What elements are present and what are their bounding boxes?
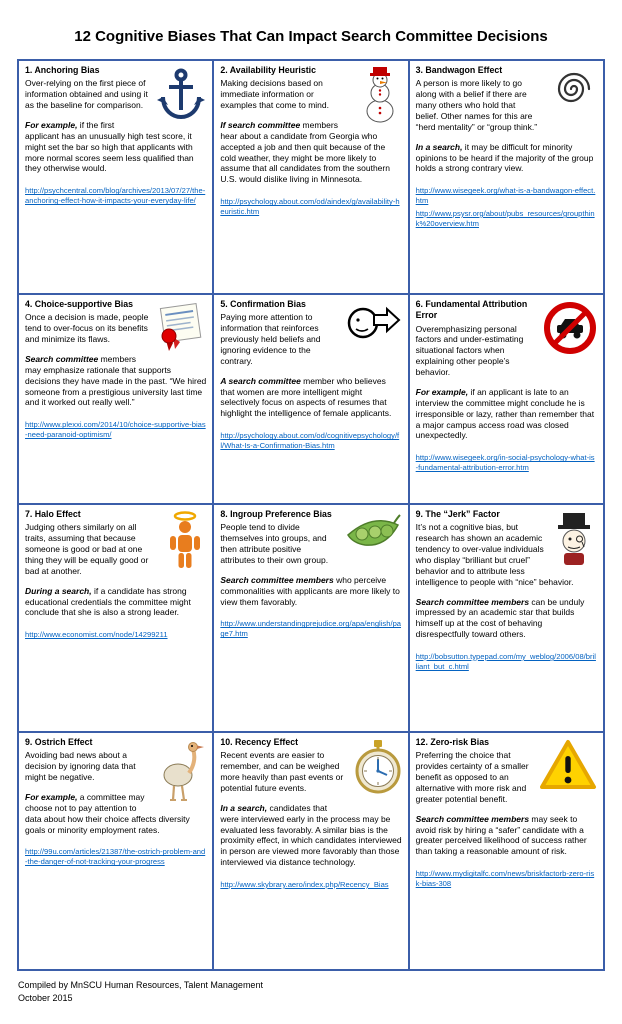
example-text: if a candidate has strong educational credentials the committee might conclude that she is also a strong leader. [25, 585, 191, 618]
example-lead: In a search, [415, 141, 463, 152]
bias-heading: 3. Bandwagon Effect [415, 65, 503, 75]
source-link[interactable]: http://psychcentral.com/blog/archives/2013/07/27/the-anchoring-effect-how-it-impacts-your-everyday-life/ [25, 186, 206, 206]
example-lead: For example, [25, 791, 78, 802]
source-link[interactable]: http://psychology.about.com/od/cognitivepsychology/fl/What-Is-a-Confirmation-Bias.htm [220, 431, 400, 450]
bias-description: Making decisions based on immediate information or examples that come to mind. [220, 78, 329, 110]
bias-heading: 10. Recency Effect [220, 737, 299, 747]
bias-cell-halo [18, 504, 213, 732]
example-text: a committee may choose not to pay attention to data about how their choice affects diversity goals or minority employment rates. [25, 791, 190, 835]
example-text: candidates that were interviewed early in the process may be evaluated less favorably. A similar bias is the proximity effect, in which candidates interviewed in person are viewed more favorably than those interviewed via distance technology. [220, 802, 402, 868]
warning-triangle-icon [539, 739, 597, 794]
source-link[interactable]: http://www.wisegeek.org/in-social-psychology-what-is-fundamental-attribution-error.htm [415, 453, 595, 473]
bias-description: People tend to divide themselves into groups, and then attribute positive attributes to their own group. [220, 522, 329, 565]
example-text: can be unduly impressed by an academic star that builds himself up at the cost of behaving disrespectfully toward others. [415, 596, 585, 640]
bias-description: Once a decision is made, people tend to over-focus on its benefits and minimize its flaws. [25, 312, 149, 344]
bias-heading: 1. Anchoring Bias [25, 65, 100, 75]
bias-description: Avoiding bad news about a decision by ignoring data that might be negative. [25, 750, 136, 782]
page-title: 12 Cognitive Biases That Can Impact Search Committee Decisions [74, 28, 548, 45]
source-link[interactable]: http://www.wisegeek.org/what-is-a-bandwagon-effect.htm [415, 186, 596, 206]
bias-description: It’s not a cognitive bias, but research has shown an academic tendency to over-value individuals who display “brilliant but cruel” behavior and to attribute less intelligence to people with “nice” behavior. [415, 522, 574, 587]
example-lead: For example, [25, 119, 78, 130]
bias-example [25, 120, 206, 174]
bias-example [25, 354, 206, 408]
bias-example [220, 120, 401, 185]
bias-cell-ingroup [213, 504, 408, 732]
bias-cell-recency [213, 732, 408, 970]
ostrich-icon [160, 739, 206, 806]
bias-heading: 8. Ingroup Preference Bias [220, 509, 332, 519]
bias-heading: 5. Confirmation Bias [220, 299, 306, 309]
stopwatch-icon [354, 739, 402, 800]
head-arrow-icon [344, 301, 402, 346]
example-text: members hear about a candidate from Georgia who accepted a job and then quit because of the cold weather, they might be more likely to assume that all candidates from the southern U.S. would dislike living in Minnesota. [220, 119, 390, 185]
anchor-icon [156, 67, 206, 124]
footer-line1: Compiled by MnSCU Human Resources, Talent Management [18, 980, 263, 990]
source-link[interactable]: http://www.skybrary.aero/index.php/Recency_Bias [220, 880, 389, 889]
bias-heading: 9. Ostrich Effect [25, 737, 93, 747]
table-row [18, 60, 604, 294]
bias-description: Judging others similarly on all traits, assuming that because someone is good or bad at one thing they will be equally good or bad at another. [25, 522, 149, 576]
bias-cell-ostrich [18, 732, 213, 970]
footer-line2: October 2015 [18, 992, 73, 1003]
table-row [18, 294, 604, 504]
footer [18, 979, 622, 1004]
bias-example [416, 142, 597, 175]
bias-example [25, 586, 206, 619]
bias-description: Paying more attention to information that reinforces previously held beliefs and ignoring evidence to the contrary. [220, 312, 321, 366]
example-lead: A search committee [220, 375, 301, 386]
example-text: may seek to avoid risk by hiring a “safer” candidate with a greater perceived likelihood of success rather than taking a reasonable amount of risk. [415, 813, 587, 857]
source-link[interactable]: http://bobsutton.typepad.com/my_weblog/2006/08/brilliant_but_c.html [415, 652, 596, 671]
bias-example [220, 575, 401, 608]
source-link[interactable]: http://99u.com/articles/21387/the-ostrich-problem-and-the-danger-of-not-tracking-your-progress [25, 847, 206, 867]
certificate-icon [154, 301, 206, 356]
bias-description: A person is more likely to go along with a belief if there are many others who hold that belief. Other names for this are “herd mentality” or “group think.” [415, 78, 538, 132]
halo-person-icon [164, 511, 206, 572]
bias-example [416, 387, 597, 441]
bias-example [220, 376, 401, 420]
peapod-icon [344, 511, 402, 552]
bias-description: Over-relying on the first piece of information obtained and using it as the baseline for comparison. [25, 78, 148, 110]
no-car-sign-icon [543, 301, 597, 358]
bias-heading: 4. Choice-supportive Bias [25, 299, 134, 309]
example-lead: During a search, [25, 585, 92, 596]
bias-example [416, 814, 597, 858]
swirl-icon [545, 67, 597, 114]
bias-example [220, 803, 401, 868]
example-lead: Search committee members [220, 574, 334, 585]
example-lead: If search committee [220, 119, 301, 130]
source-link[interactable]: http://www.economist.com/node/14299211 [25, 630, 168, 640]
source-link[interactable]: http://www.mydigitalfc.com/news/briskfactorb-zero-risk-bias-308 [415, 869, 595, 888]
example-lead: Search committee members [415, 596, 530, 607]
example-lead: In a search, [220, 802, 268, 813]
bias-cell-zero-risk [409, 732, 604, 970]
example-text: member who believes that women are more intelligent might selectively focus on aspects of resumes that highlight the intelligence of female applicants. [220, 375, 392, 419]
snowman-icon [358, 67, 402, 126]
bias-heading: 6. Fundamental Attribution Error [415, 299, 528, 321]
bias-description: Preferring the choice that provides certainty of a smaller benefit as opposed to an alternative with more risk and greater potential benefit. [415, 750, 529, 804]
bias-cell-choice-supportive [18, 294, 213, 504]
source-link[interactable]: http://www.psysr.org/about/pubs_resources/groupthink%20overview.htm [415, 208, 595, 228]
top-hat-man-icon [551, 511, 597, 570]
bias-cell-bandwagon [409, 60, 604, 294]
bias-cell-availability [213, 60, 408, 294]
bias-example [416, 597, 597, 641]
example-lead: For example, [415, 386, 469, 397]
example-text: members may emphasize rationale that supports decisions they have made in the past. “We hired someone from a prestigious university last time and it worked out really well.” [25, 353, 207, 408]
bias-cell-confirmation [213, 294, 408, 504]
example-text: if the first applicant has an unusually high test score, it might set the bar so high that applicants with more normal scores seem less qualified than they otherwise would. [25, 119, 194, 174]
source-link[interactable]: http://www.understandingprejudice.org/apa/english/page7.htm [220, 619, 402, 639]
bias-description: Recent events are easier to remember, and can be weighed more heavily than past events or potential future events. [220, 750, 344, 793]
bias-heading: 7. Halo Effect [25, 509, 81, 519]
bias-cell-jerk-factor [409, 504, 604, 732]
example-lead: Search committee members [415, 813, 530, 824]
bias-heading: 2. Availability Heuristic [220, 65, 316, 75]
example-text: if an applicant is late to an interview the committee might conclude he is irresponsible or lazy, rather than remember that a major campus access road was closed unexpectedly. [415, 386, 595, 441]
table-row [18, 504, 604, 732]
bias-heading: 12. Zero-risk Bias [415, 737, 489, 747]
example-text: it may be difficult for minority opinions to be heard if the majority of the group holds a strong contrary view. [415, 141, 594, 174]
table-row [18, 732, 604, 970]
bias-description: Overemphasizing personal factors and under-estimating situational factors when explaining other people’s behavior. [415, 323, 524, 377]
bias-heading: 9. The “Jerk” Factor [415, 509, 500, 519]
source-link[interactable]: http://psychology.about.com/od/aindex/g/availability-heuristic.htm [220, 197, 400, 216]
bias-cell-fundamental-attribution [409, 294, 604, 504]
example-text: who perceive commonalities with applicants are more likely to view them favorably. [220, 574, 400, 607]
bias-cell-anchoring [18, 60, 213, 294]
source-link[interactable]: http://www.plexxi.com/2014/10/choice-supportive-bias-need-paranoid-optimism/ [25, 420, 206, 440]
bias-table [17, 59, 605, 971]
example-lead: Search committee [25, 353, 99, 364]
